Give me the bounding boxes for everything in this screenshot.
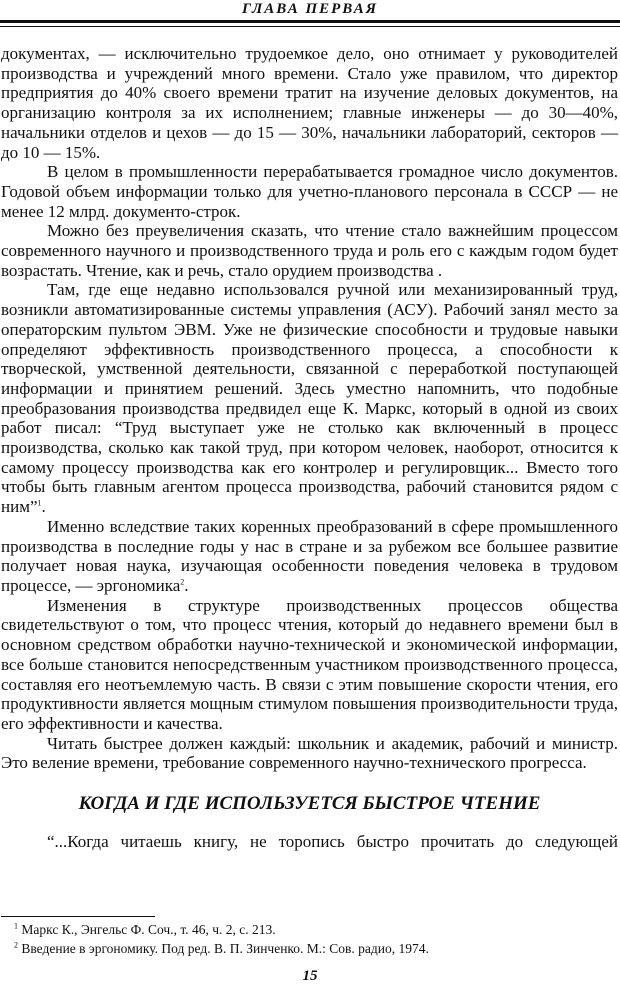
paragraph-5-end: . (184, 575, 189, 595)
footnote-1-mark: 1 (14, 921, 18, 931)
paragraph-1: документах, — исключительно трудоемкое дело, оно отнимает у руководителей производства и учреждений много времени. Стало уже правилом, что директор предприятия до 40% своего времени тратит на изучение деловых документов, на организацию контроля за их исполнением; главные инженеры — до 30—40%, начальники отделов и цехов — до 15 — 30%, начальники лабораторий, секторов — до 10 — 15%. (1, 44, 618, 162)
paragraph-4-text: Там, где еще недавно использовался ручной или механизированный труд, возникли автоматизированные системы управления (АСУ). Рабочий занял место за операторским пультом ЭВМ. Уже не физические способности и трудовые навыки определяют эффективность производственного процесса, а способности к творческой, умственной деятельности, связанной с переработкой поступающей информации и принятием решений. Здесь уместно напомнить, что подобные преобразования производства предвидел еще К. Маркс, который в одной из своих работ писал: “Труд выступает уже не столько как включенный в процесс производства, сколько как такой труд, при котором человек, наоборот, относится к самому процессу производства как его контролер и регулировщик... Вместо того чтобы быть главным агентом процесса производства, рабочий становится рядом с ним” (1, 280, 618, 517)
paragraph-3: Можно без преувеличения сказать, что чтение стало важнейшим процессом современного научного и производственного труда и роль его с каждым годом будет возрастать. Чтение, как и речь, стало орудием производства . (1, 221, 618, 280)
footnote-1-text: Маркс К., Энгельс Ф. Соч., т. 46, ч. 2, с. 213. (21, 922, 276, 937)
paragraph-6: Изменения в структуре производственных процессов общества свидетельствуют о том, что процесс чтения, который до недавнего времени был в основном средством обработки научно-технической и экономической информации, все больше становится непосредственным участником производственного процесса, составляя его неотъемлемую часть. В связи с этим повышение скорости чтения, его продуктивности является мощным стимулом повышения производительности труда, его эффективности и качества. (1, 595, 618, 733)
running-head: ГЛАВА ПЕРВАЯ (241, 1, 379, 17)
page-number: 15 (302, 968, 318, 984)
header-rule-thin (0, 26, 620, 27)
paragraph-2: В целом в промышленности перерабатывается громадное число документов. Годовой объем информации только для учетно-планового персонала в СССР — не менее 12 млрд. документо-строк. (1, 162, 618, 221)
footnotes (14, 921, 618, 958)
footnote-2-mark: 2 (14, 940, 18, 949)
footnote-2 (14, 940, 618, 959)
paragraph-4-end: . (41, 497, 46, 517)
paragraph-5-text: Именно вследствие таких коренных преобразований в сфере промышленного производства в последние годы у нас в стране и за рубежом все большее развитие получает новая наука, изучающая особенности поведения человека в трудовом процессе, — эргономика (1, 516, 618, 595)
footnote-ref-2: 2 (180, 577, 185, 587)
footnote-1 (14, 921, 618, 940)
section-first-line: “...Когда читаешь книгу, не торопись быстро прочитать до следующей (47, 832, 618, 852)
paragraph-5 (1, 517, 618, 596)
header-rule-thick (0, 20, 620, 23)
footnote-ref-1: 1 (37, 498, 42, 508)
paragraph-4 (1, 280, 618, 516)
section-heading: КОГДА И ГДЕ ИСПОЛЬЗУЕТСЯ БЫСТРОЕ ЧТЕНИЕ (78, 793, 541, 815)
footnote-rule (1, 916, 155, 917)
paragraph-7: Читать быстрее должен каждый: школьник и академик, рабочий и министр. Это веление времени, требование современного научно-технического прогресса. (1, 733, 618, 773)
footnote-2-text: Введение в эргономику. Под ред. В. П. Зинченко. М.: Сов. радио, 1974. (21, 940, 429, 956)
body-text (1, 44, 618, 852)
